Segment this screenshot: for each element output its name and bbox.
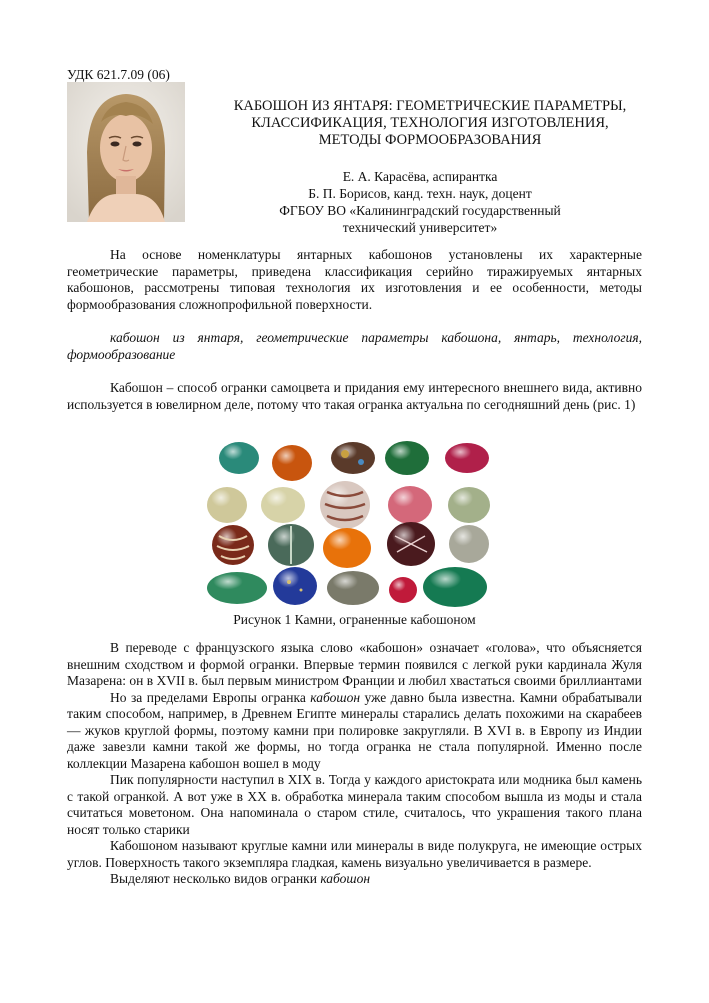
author-line: Е. А. Карасёва, аспирантка <box>342 169 498 184</box>
authors-block <box>240 168 600 236</box>
abstract: На основе номенклатуры янтарных кабошонов установлены их характерные геометрические параметры, приведена классификация серийно тиражируемых янтарных кабошонов, рассмотрены типовая технология их изготовления и ее особенности, методы формообразования сложнопрофильной поверхности. <box>67 247 642 312</box>
figure-gemstones <box>205 440 495 608</box>
body-paragraph: Выделяют несколько видов огранки кабошон <box>110 871 371 886</box>
body-paragraph: Пик популярности наступил в XIX в. Тогда у каждого аристократа или модника был камень с такой огранкой. А вот уже в XX в. обработка минерала таким способом вышла из моды и стала считаться моветоном. Она напоминала о старом стиле, считалось, что украшения такого плана носят только старики <box>67 772 642 837</box>
emphasis-term: кабошон <box>310 689 361 705</box>
emphasis-term: кабошон <box>320 871 371 886</box>
title-line: КАБОШОН ИЗ ЯНТАРЯ: ГЕОМЕТРИЧЕСКИЕ ПАРАМЕТРЫ, <box>233 98 627 114</box>
paper-title <box>200 98 660 149</box>
affiliation-line: технический университет» <box>342 220 498 235</box>
intro-paragraph: Кабошон – способ огранки самоцвета и придания ему интересного внешнего вида, активно используется в ювелирном деле, потому что такая огранка актуальна по сегодняшний день (рис. 1) <box>67 380 642 412</box>
title-line: КЛАССИФИКАЦИЯ, ТЕХНОЛОГИЯ ИЗГОТОВЛЕНИЯ, <box>251 115 609 131</box>
author-photo <box>67 82 185 222</box>
figure-caption: Рисунок 1 Камни, ограненные кабошоном <box>233 612 476 627</box>
body-paragraph: В переводе с французского языка слово «кабошон» означает «голова», что объясняется внешним сходством и формой огранки. Впервые термин появился с легкой руки кардинала Жуля Мазарена: он в XVII в. был первым министром Франции и любил хвастаться своими бриллиантами <box>67 640 642 688</box>
body-text <box>67 640 642 888</box>
keywords: кабошон из янтаря, геометрические параметры кабошона, янтарь, технология, формообразование <box>67 330 642 362</box>
body-paragraph: Но за пределами Европы огранка кабошон уже давно была известна. Камни обрабатывали таким способом, например, в Древнем Египте минералы старались делать похожими на скарабеев — жуков круглой формы, поэтому камни при полировке закругляли. В XVI в. в Европу из Индии даже завезли камни такой же формы, но тогда огранка не стала популярной. Именно после коллекции Мазарена кабошон вошел в моду <box>67 689 642 771</box>
author-line: Б. П. Борисов, канд. техн. наук, доцент <box>308 186 532 201</box>
udc-code: УДК 621.7.09 (06) <box>67 67 170 82</box>
body-paragraph: Кабошоном называют круглые камни или минералы в виде полукруга, не имеющие острых углов. Поверхность такого экземпляра гладкая, камень визуально увеличивается в размере. <box>67 838 642 870</box>
affiliation-line: ФГБОУ ВО «Калининградский государственный <box>279 203 561 218</box>
title-line: МЕТОДЫ ФОРМООБРАЗОВАНИЯ <box>318 132 542 148</box>
